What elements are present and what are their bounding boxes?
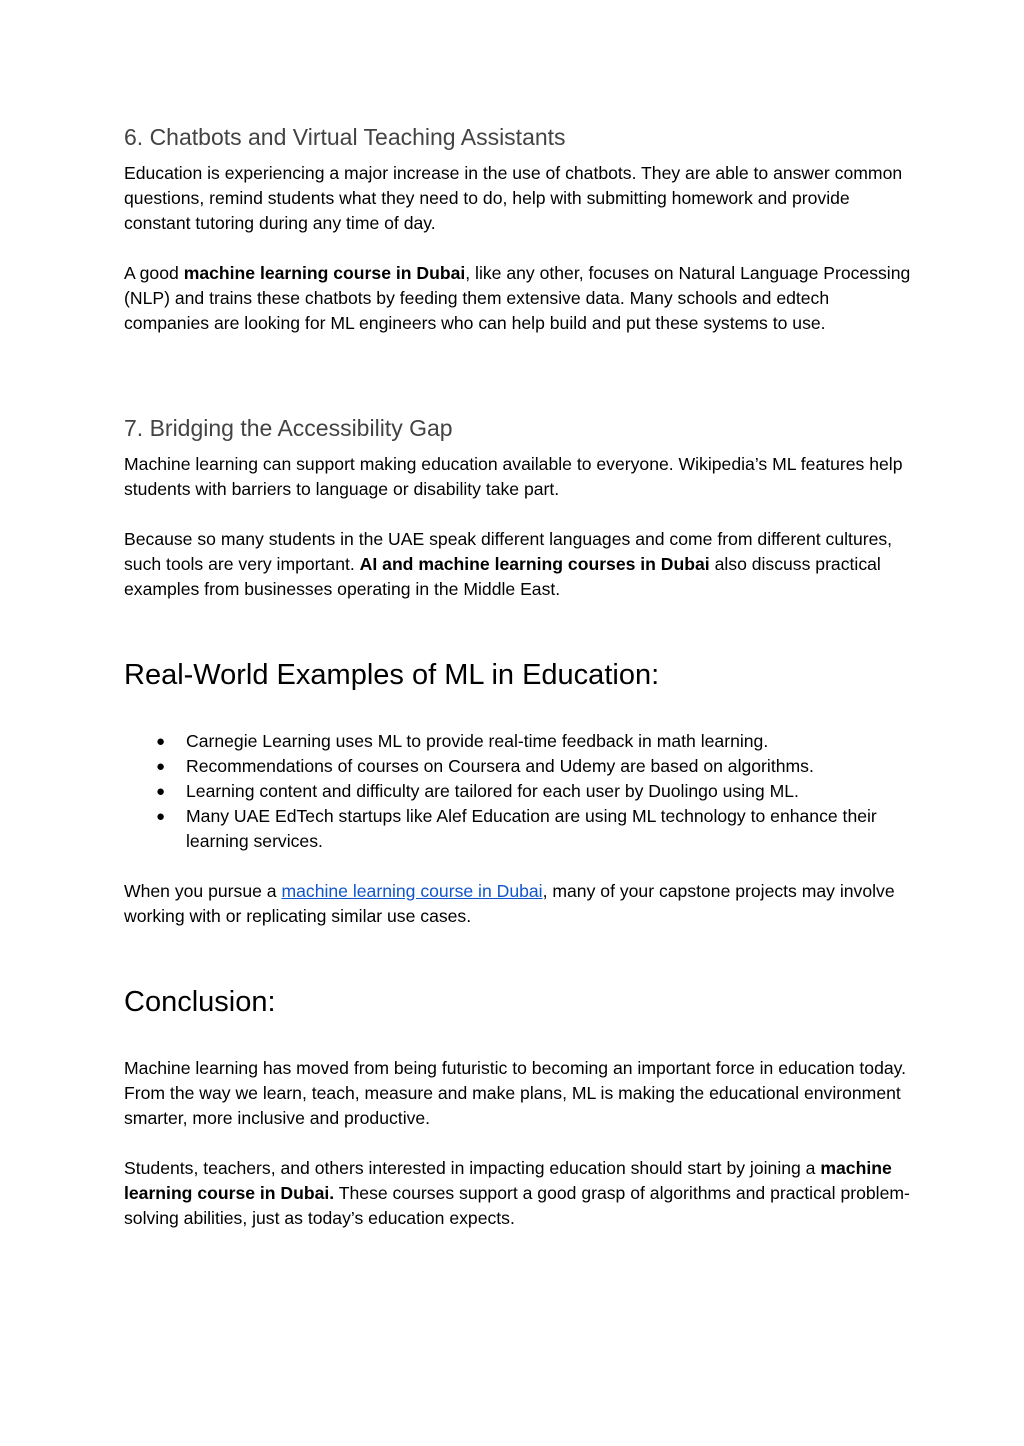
section-6-heading: 6. Chatbots and Virtual Teaching Assistants xyxy=(124,124,566,150)
section-7-paragraph-1: Machine learning can support making education available to everyone. Wikipedia’s ML features help students with barriers to language or disability take part. xyxy=(124,454,903,499)
text-run: , like any other, focuses on Natural Language Processing (NLP) and trains these chatbots by feeding them extensive data. Many schools and edtech companies are looking for ML engineers who can help build and put these systems to use. xyxy=(124,263,911,333)
list-item xyxy=(124,729,886,754)
bullet-icon: ● xyxy=(156,733,166,750)
bullet-icon: ● xyxy=(156,783,166,800)
text-run: , many of your capstone projects may involve working with or replicating similar use cases. xyxy=(124,881,895,926)
examples-list xyxy=(124,729,914,854)
text-run: Students, teachers, and others interested in impacting education should start by joining a xyxy=(124,1158,821,1178)
bold-keyword: machine learning course in Dubai xyxy=(183,263,466,283)
section-7-paragraph-2 xyxy=(124,527,914,602)
conclusion-heading: Conclusion: xyxy=(124,986,276,1018)
course-link[interactable]: machine learning course in Dubai xyxy=(281,881,543,901)
list-item-text: Recommendations of courses on Coursera and Udemy are based on algorithms. xyxy=(186,756,814,776)
section-6-paragraph-2 xyxy=(124,261,914,336)
text-run: A good xyxy=(124,263,184,283)
section-7-heading: 7. Bridging the Accessibility Gap xyxy=(124,415,453,441)
bullet-icon: ● xyxy=(156,808,166,825)
list-item-text: Many UAE EdTech startups like Alef Education are using ML technology to enhance their learning services. xyxy=(186,806,877,851)
conclusion-paragraph-2 xyxy=(124,1156,914,1231)
list-item xyxy=(124,779,886,804)
list-item xyxy=(124,754,886,779)
bold-keyword: machine learning course in Dubai. xyxy=(124,1158,892,1203)
text-run: also discuss practical examples from businesses operating in the Middle East. xyxy=(124,554,881,599)
list-item xyxy=(124,804,886,854)
list-item-text: Carnegie Learning uses ML to provide real-time feedback in math learning. xyxy=(186,731,769,751)
text-run: Because so many students in the UAE speak different languages and come from different cultures, such tools are very important. xyxy=(124,529,893,574)
text-run: These courses support a good grasp of algorithms and practical problem-solving abilities, just as today’s education expects. xyxy=(124,1183,910,1228)
list-item-text: Learning content and difficulty are tailored for each user by Duolingo using ML. xyxy=(186,781,799,801)
bullet-icon: ● xyxy=(156,758,166,775)
conclusion-paragraph-1: Machine learning has moved from being futuristic to becoming an important force in education today. From the way we learn, teach, measure and make plans, ML is making the educational environment smarter, more inclusive and productive. xyxy=(124,1058,907,1128)
section-6-paragraph-1: Education is experiencing a major increase in the use of chatbots. They are able to answer common questions, remind students what they need to do, help with submitting homework and provide constant tutoring during any time of day. xyxy=(124,163,903,233)
examples-paragraph xyxy=(124,879,914,929)
text-run: When you pursue a xyxy=(124,881,282,901)
bold-keyword: AI and machine learning courses in Dubai xyxy=(359,554,710,574)
examples-heading: Real-World Examples of ML in Education: xyxy=(124,659,660,691)
